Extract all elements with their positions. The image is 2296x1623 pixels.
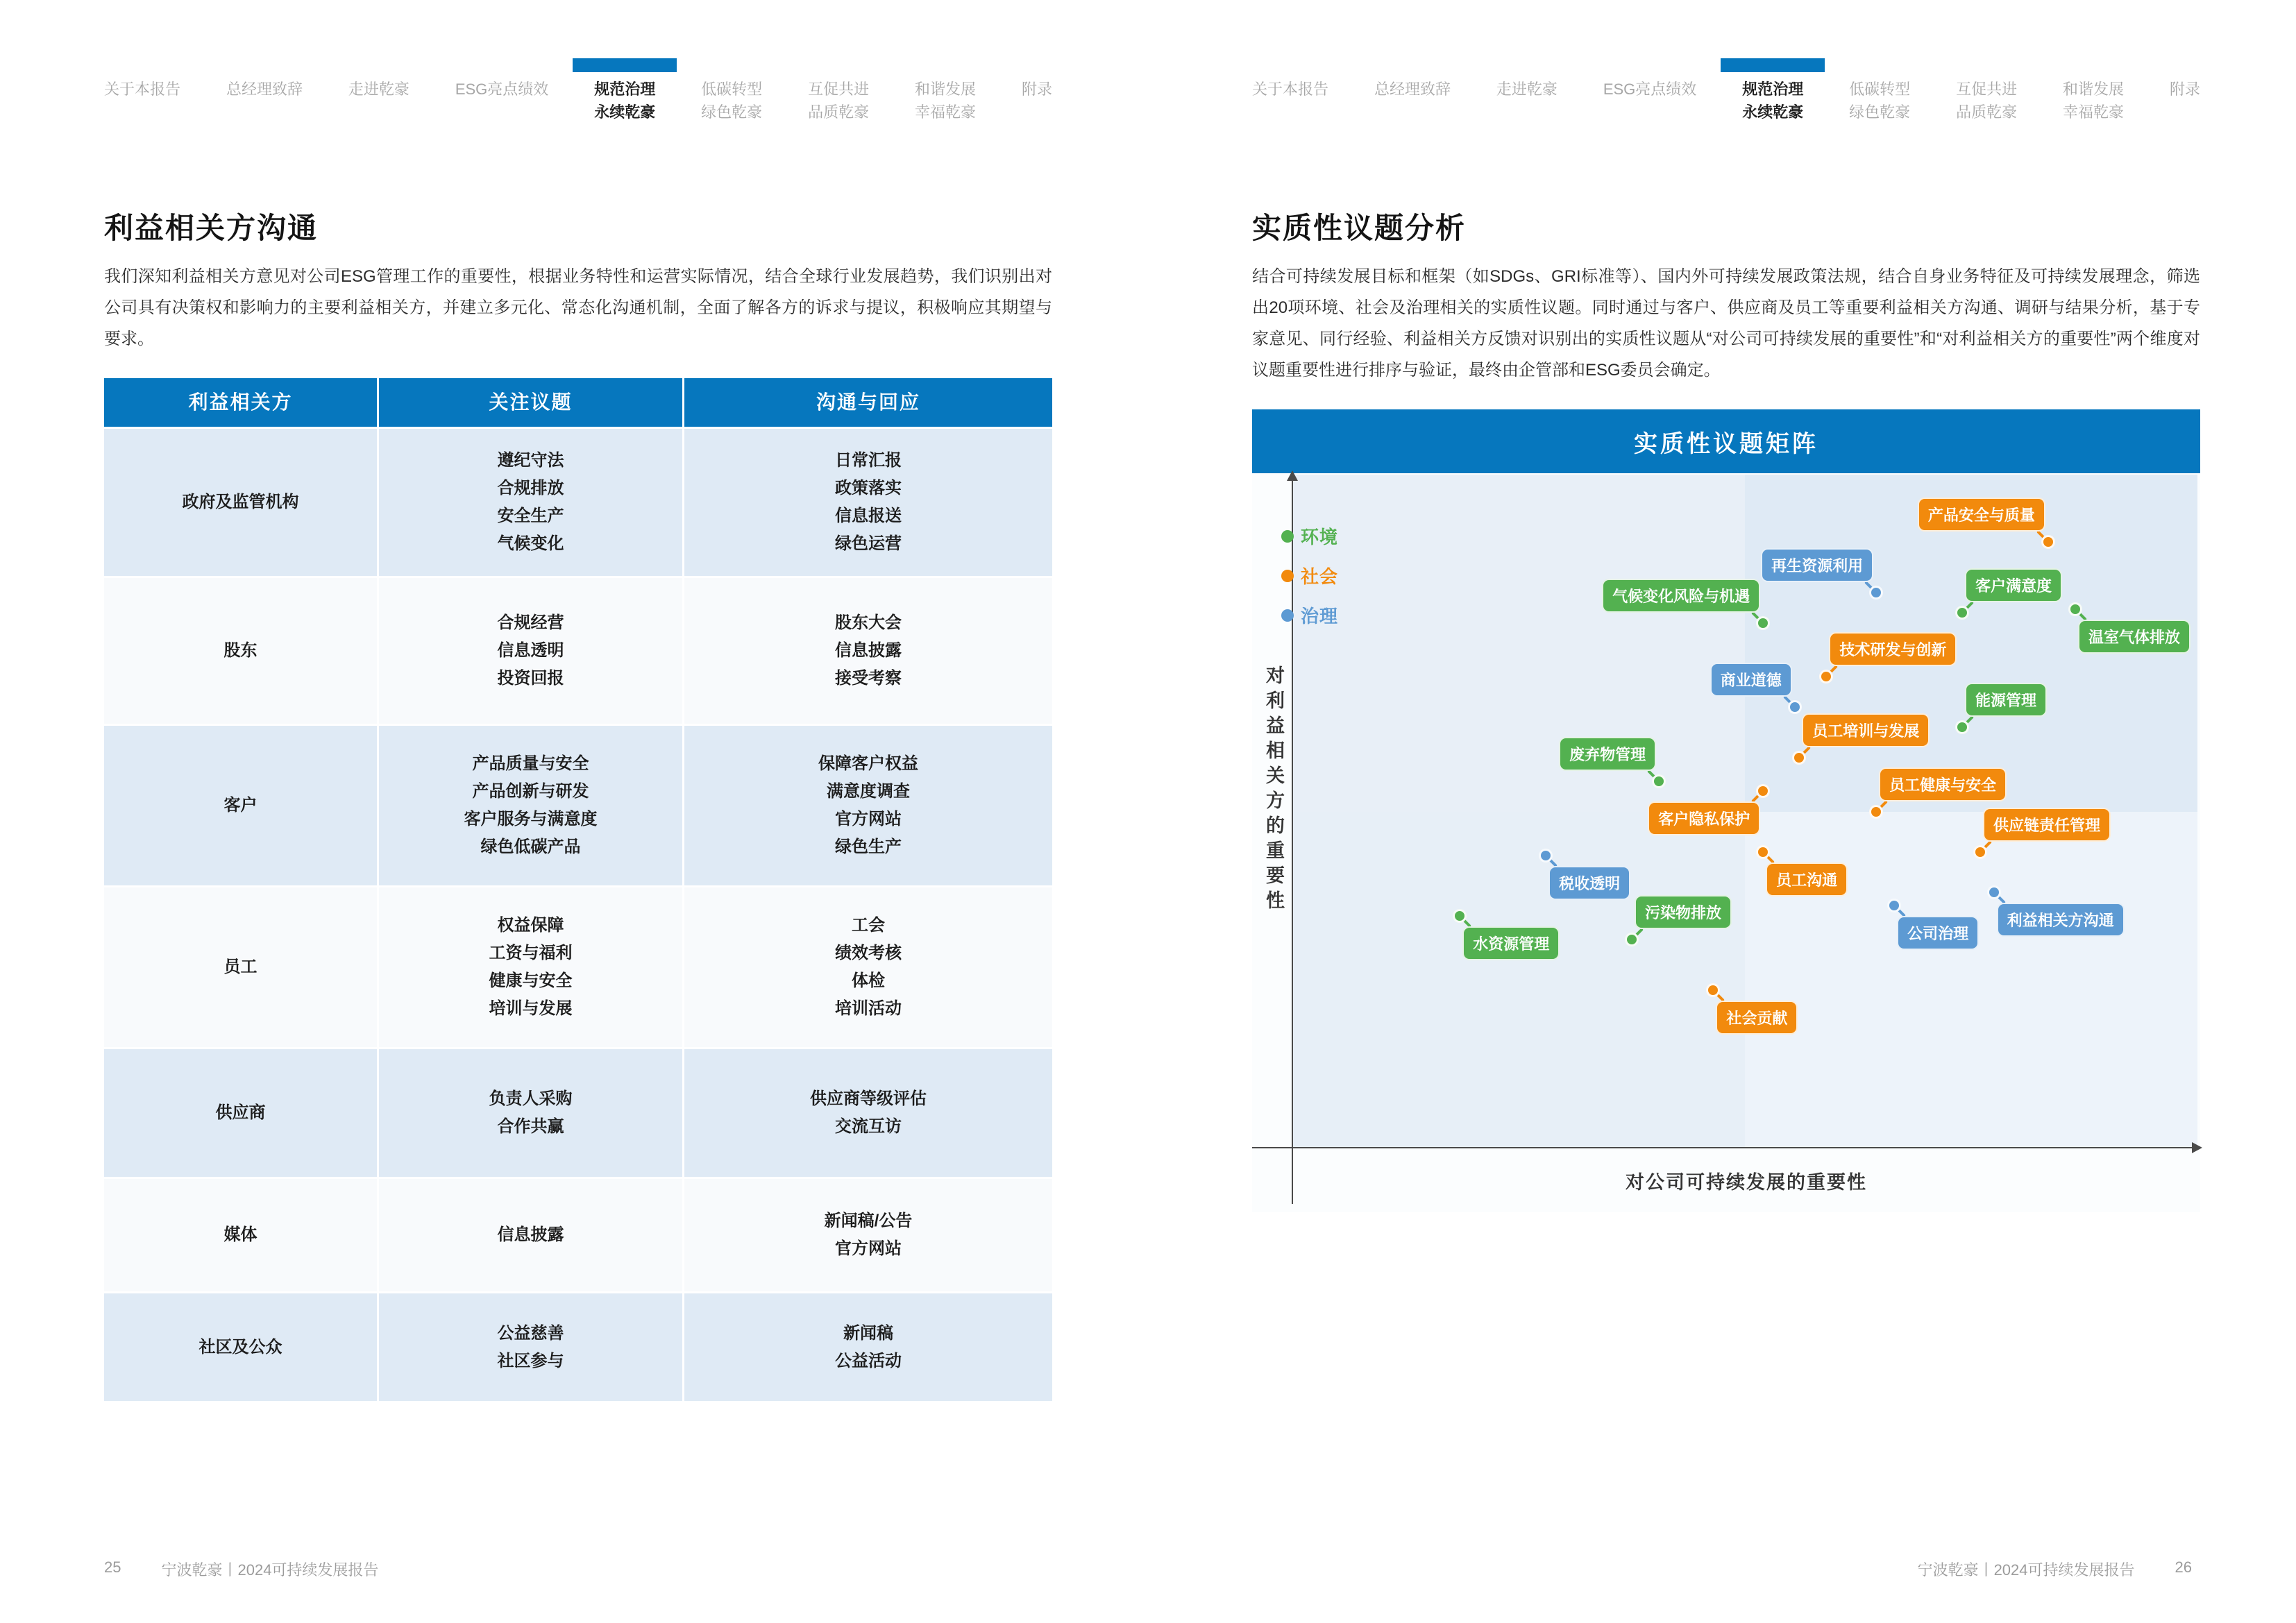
point-dot-icon <box>1987 885 2001 899</box>
page-number: 25 <box>104 1558 121 1576</box>
page-title: 实质性议题分析 <box>1252 212 1467 245</box>
cell-line: 信息报送 <box>835 507 902 525</box>
point-label: 能源管理 <box>1965 683 2047 717</box>
cell-line: 公益慈善 <box>497 1323 564 1343</box>
nav-item-line1: 总经理致辞 <box>226 80 303 98</box>
point-label: 税收透明 <box>1548 866 1630 900</box>
cell-line: 社区参与 <box>497 1351 564 1370</box>
cell-line: 官方网站 <box>835 1239 902 1258</box>
cell-line: 新闻稿/公告 <box>824 1212 913 1230</box>
point-label: 客户满意度 <box>1965 568 2062 602</box>
nav-item[interactable] <box>104 78 180 101</box>
top-nav <box>104 78 1052 124</box>
topics-cell <box>379 887 682 1047</box>
nav-item[interactable] <box>1252 78 1328 101</box>
top-nav <box>1252 78 2200 124</box>
cell-line: 信息披露 <box>835 641 902 660</box>
cell-line: 日常汇报 <box>835 451 902 470</box>
legend-label: 社会 <box>1301 566 1339 587</box>
legend-label: 环境 <box>1301 527 1339 547</box>
point-dot-icon <box>1756 845 1770 859</box>
point-dot-icon <box>2041 535 2055 549</box>
table-row <box>104 1179 1052 1291</box>
legend-item <box>1281 563 1338 588</box>
intro-paragraph: 结合可持续发展目标和框架（如SDGs、GRI标准等）、国内外可持续发展政策法规，结合自身业务特征及可持续发展理念，筛选出20项环境、社会及治理相关的实质性议题。同时通过与客户、供应商及员工等重要利益相关方沟通、调研与结果分析，基于专家意见、同行经验、利益相关方反馈对识别出的实质性议题从“对公司可持续发展的重要性”和“对利益相关方的重要性”两个维度对议题重要性进行排序与验证，最终由企管部和ESG委员会确定。 <box>1252 267 2200 380</box>
cell-line: 社区及公众 <box>199 1337 282 1357</box>
nav-item[interactable] <box>1956 78 2017 124</box>
cell-line: 投资回报 <box>497 669 564 688</box>
topics-cell <box>379 1293 682 1401</box>
cell-line: 客户服务与满意度 <box>464 810 598 829</box>
nav-item-line1: ESG亮点绩效 <box>1603 80 1697 98</box>
cell-line: 遵纪守法 <box>497 451 564 470</box>
nav-item-line2: 幸福乾豪 <box>2063 103 2125 121</box>
stakeholder-cell <box>104 578 377 724</box>
point-label: 员工培训与发展 <box>1802 713 1930 747</box>
cell-line: 公益活动 <box>835 1351 902 1370</box>
nav-item[interactable] <box>1496 78 1558 101</box>
cell-line: 工资与福利 <box>489 944 573 962</box>
cell-line: 股东 <box>223 641 258 660</box>
stakeholder-cell <box>104 887 377 1047</box>
point-label: 污染物排放 <box>1635 895 1732 929</box>
point-dot-icon <box>1955 606 1969 620</box>
point-label: 商业道德 <box>1710 663 1792 697</box>
x-axis-label: 对公司可持续发展的重要性 <box>1626 1172 1867 1193</box>
point-label: 员工健康与安全 <box>1879 767 2007 801</box>
nav-item-line2: 幸福乾豪 <box>915 103 977 121</box>
cell-line: 健康与安全 <box>489 971 573 990</box>
cell-line: 绩效考核 <box>835 944 902 962</box>
responses-cell <box>684 1293 1052 1401</box>
nav-item[interactable] <box>1374 78 1451 101</box>
nav-item-line2: 绿色乾豪 <box>701 103 763 121</box>
cell-line: 政府及监管机构 <box>182 493 299 511</box>
point-label: 客户隐私保护 <box>1648 801 1760 835</box>
nav-item-line1: 关于本报告 <box>104 80 181 98</box>
point-dot-icon <box>1973 845 1987 859</box>
responses-cell <box>684 1049 1052 1177</box>
cell-line: 安全生产 <box>497 507 564 525</box>
materiality-matrix-chart <box>1252 409 2200 1212</box>
quadrant-bottom-left <box>1292 812 1745 1149</box>
nav-item-line1: 走进乾豪 <box>348 80 410 98</box>
nav-item[interactable] <box>1849 78 1910 124</box>
cell-line: 新闻稿 <box>843 1323 893 1343</box>
chart-plot-area <box>1292 475 2197 1148</box>
table-row <box>104 1049 1052 1177</box>
nav-item-line1: 关于本报告 <box>1252 80 1329 98</box>
point-dot-icon <box>1652 774 1666 788</box>
nav-item-line1: 互促共进 <box>808 80 870 98</box>
responses-cell <box>684 578 1052 724</box>
table-row <box>104 578 1052 724</box>
table-header-cell: 利益相关方 <box>104 378 377 427</box>
cell-line: 信息披露 <box>497 1225 564 1244</box>
page-title: 利益相关方沟通 <box>104 212 319 245</box>
cell-line: 股东大会 <box>835 613 902 632</box>
nav-item-line1: 和谐发展 <box>915 80 977 98</box>
table-row <box>104 887 1052 1047</box>
nav-item-line2: 品质乾豪 <box>1956 103 2018 121</box>
point-dot-icon <box>1792 751 1806 765</box>
point-label: 利益相关方沟通 <box>1997 903 2125 937</box>
nav-item-line2: 绿色乾豪 <box>1849 103 1911 121</box>
cell-line: 绿色低碳产品 <box>480 838 581 856</box>
point-dot-icon <box>1625 933 1639 946</box>
cell-line: 供应商等级评估 <box>810 1089 927 1108</box>
cell-line: 客户 <box>223 796 258 815</box>
nav-item-line2: 永续乾豪 <box>1742 103 1804 121</box>
report-name: 宁波乾豪丨2024可持续发展报告 <box>161 1561 379 1579</box>
point-label: 废弃物管理 <box>1559 737 1656 771</box>
nav-item-line2: 永续乾豪 <box>594 103 656 121</box>
cell-line: 供应商 <box>215 1103 266 1122</box>
point-dot-icon <box>1869 805 1883 819</box>
legend-item <box>1281 602 1338 628</box>
topics-cell <box>379 578 682 724</box>
nav-item-line1: 附录 <box>1021 80 1052 98</box>
table-row <box>104 726 1052 885</box>
cell-line: 培训与发展 <box>489 999 573 1018</box>
cell-line: 绿色运营 <box>835 534 902 553</box>
nav-item-line1: 总经理致辞 <box>1374 80 1451 98</box>
point-label: 公司治理 <box>1897 916 1979 950</box>
nav-item-line1: 和谐发展 <box>2063 80 2125 98</box>
stakeholder-cell <box>104 1049 377 1177</box>
point-label: 员工沟通 <box>1766 863 1848 897</box>
y-axis-arrow-icon <box>1287 470 1298 481</box>
nav-item[interactable] <box>2170 78 2200 101</box>
legend-dot-icon <box>1281 609 1294 622</box>
cell-line: 合作共赢 <box>497 1117 564 1136</box>
x-axis-line <box>1252 1147 2198 1148</box>
chart-title: 实质性议题矩阵 <box>1252 409 2200 473</box>
nav-item[interactable] <box>701 78 762 124</box>
responses-cell <box>684 429 1052 576</box>
table-row <box>104 1293 1052 1401</box>
y-axis-label: 对利益相关方的重要性 <box>1263 665 1284 915</box>
cell-line: 交流互访 <box>835 1117 902 1136</box>
cell-line: 权益保障 <box>497 916 564 935</box>
nav-item-line2: 品质乾豪 <box>808 103 870 121</box>
nav-item[interactable] <box>2063 78 2124 124</box>
cell-line: 产品创新与研发 <box>472 782 589 801</box>
responses-cell <box>684 726 1052 885</box>
cell-line: 绿色生产 <box>835 838 902 856</box>
nav-item-line1: 互促共进 <box>1956 80 2018 98</box>
nav-item[interactable] <box>594 78 655 124</box>
cell-line: 官方网站 <box>835 810 902 829</box>
nav-item[interactable] <box>348 78 410 101</box>
responses-cell <box>684 887 1052 1047</box>
stakeholder-cell <box>104 1179 377 1291</box>
legend-dot-icon <box>1281 530 1294 543</box>
cell-line: 合规经营 <box>497 613 564 632</box>
x-axis-arrow-icon <box>2192 1142 2202 1153</box>
nav-item-line1: 规范治理 <box>594 80 656 98</box>
point-label: 供应链责任管理 <box>1983 808 2111 842</box>
nav-item[interactable] <box>1742 78 1803 124</box>
cell-line: 员工 <box>223 958 258 976</box>
point-label: 产品安全与质量 <box>1918 498 2045 532</box>
stakeholder-table <box>104 378 1052 1403</box>
responses-cell <box>684 1179 1052 1291</box>
cell-line: 体检 <box>852 971 885 990</box>
point-dot-icon <box>1788 700 1802 714</box>
point-label: 社会贡献 <box>1716 1001 1798 1035</box>
table-row <box>104 429 1052 576</box>
cell-line: 气候变化 <box>497 534 564 553</box>
point-dot-icon <box>1955 720 1969 734</box>
nav-item-line1: ESG亮点绩效 <box>455 80 549 98</box>
page-right <box>1148 0 2296 1623</box>
nav-item-line1: 低碳转型 <box>701 80 763 98</box>
nav-item-line1: 低碳转型 <box>1849 80 1911 98</box>
point-dot-icon <box>1756 616 1770 630</box>
chart-legend <box>1281 523 1338 642</box>
nav-item[interactable] <box>808 78 869 124</box>
legend-item <box>1281 523 1338 549</box>
cell-line: 满意度调查 <box>827 782 910 801</box>
point-label: 技术研发与创新 <box>1829 632 1957 666</box>
cell-line: 接受考察 <box>835 669 902 688</box>
topics-cell <box>379 429 682 576</box>
cell-line: 培训活动 <box>835 999 902 1018</box>
nav-item[interactable] <box>1022 78 1052 101</box>
nav-item[interactable] <box>915 78 976 124</box>
topics-cell <box>379 1049 682 1177</box>
cell-line: 工会 <box>852 916 885 935</box>
stakeholder-cell <box>104 429 377 576</box>
chart-body <box>1252 473 2200 1212</box>
cell-line: 负责人采购 <box>489 1089 573 1108</box>
nav-item[interactable] <box>1603 78 1696 101</box>
nav-item-line1: 走进乾豪 <box>1496 80 1558 98</box>
cell-line: 合规排放 <box>497 479 564 498</box>
table-header-cell: 沟通与回应 <box>684 378 1052 427</box>
stakeholder-cell <box>104 726 377 885</box>
cell-line: 产品质量与安全 <box>472 754 589 773</box>
stakeholder-cell <box>104 1293 377 1401</box>
legend-dot-icon <box>1281 570 1294 582</box>
intro-paragraph: 我们深知利益相关方意见对公司ESG管理工作的重要性，根据业务特性和运营实际情况，结合全球行业发展趋势，我们识别出对公司具有决策权和影响力的主要利益相关方，并建立多元化、常态化沟通机制，全面了解各方的诉求与提议，积极响应其期望与要求。 <box>104 267 1052 348</box>
point-dot-icon <box>1869 586 1883 600</box>
topics-cell <box>379 1179 682 1291</box>
page-footer <box>104 1558 378 1580</box>
page-number: 26 <box>2175 1558 2192 1576</box>
cell-line: 信息透明 <box>497 641 564 660</box>
point-dot-icon <box>1539 849 1553 863</box>
nav-item-line1: 规范治理 <box>1742 80 1804 98</box>
nav-item[interactable] <box>226 78 303 101</box>
nav-item-line1: 附录 <box>2169 80 2200 98</box>
nav-item[interactable] <box>455 78 548 101</box>
topics-cell <box>379 726 682 885</box>
quadrant-top-left <box>1292 475 1745 812</box>
table-header-row <box>104 378 1052 427</box>
legend-label: 治理 <box>1301 606 1339 627</box>
point-label: 气候变化风险与机遇 <box>1602 579 1760 613</box>
point-label: 温室气体排放 <box>2078 620 2191 654</box>
table-header-cell: 关注议题 <box>379 378 682 427</box>
cell-line: 政策落实 <box>835 479 902 498</box>
point-label: 再生资源利用 <box>1761 548 1873 582</box>
page-footer <box>1918 1558 2192 1580</box>
cell-line: 保障客户权益 <box>818 754 918 773</box>
point-label: 水资源管理 <box>1462 926 1560 960</box>
report-name: 宁波乾豪丨2024可持续发展报告 <box>1917 1561 2135 1579</box>
cell-line: 媒体 <box>223 1225 258 1244</box>
